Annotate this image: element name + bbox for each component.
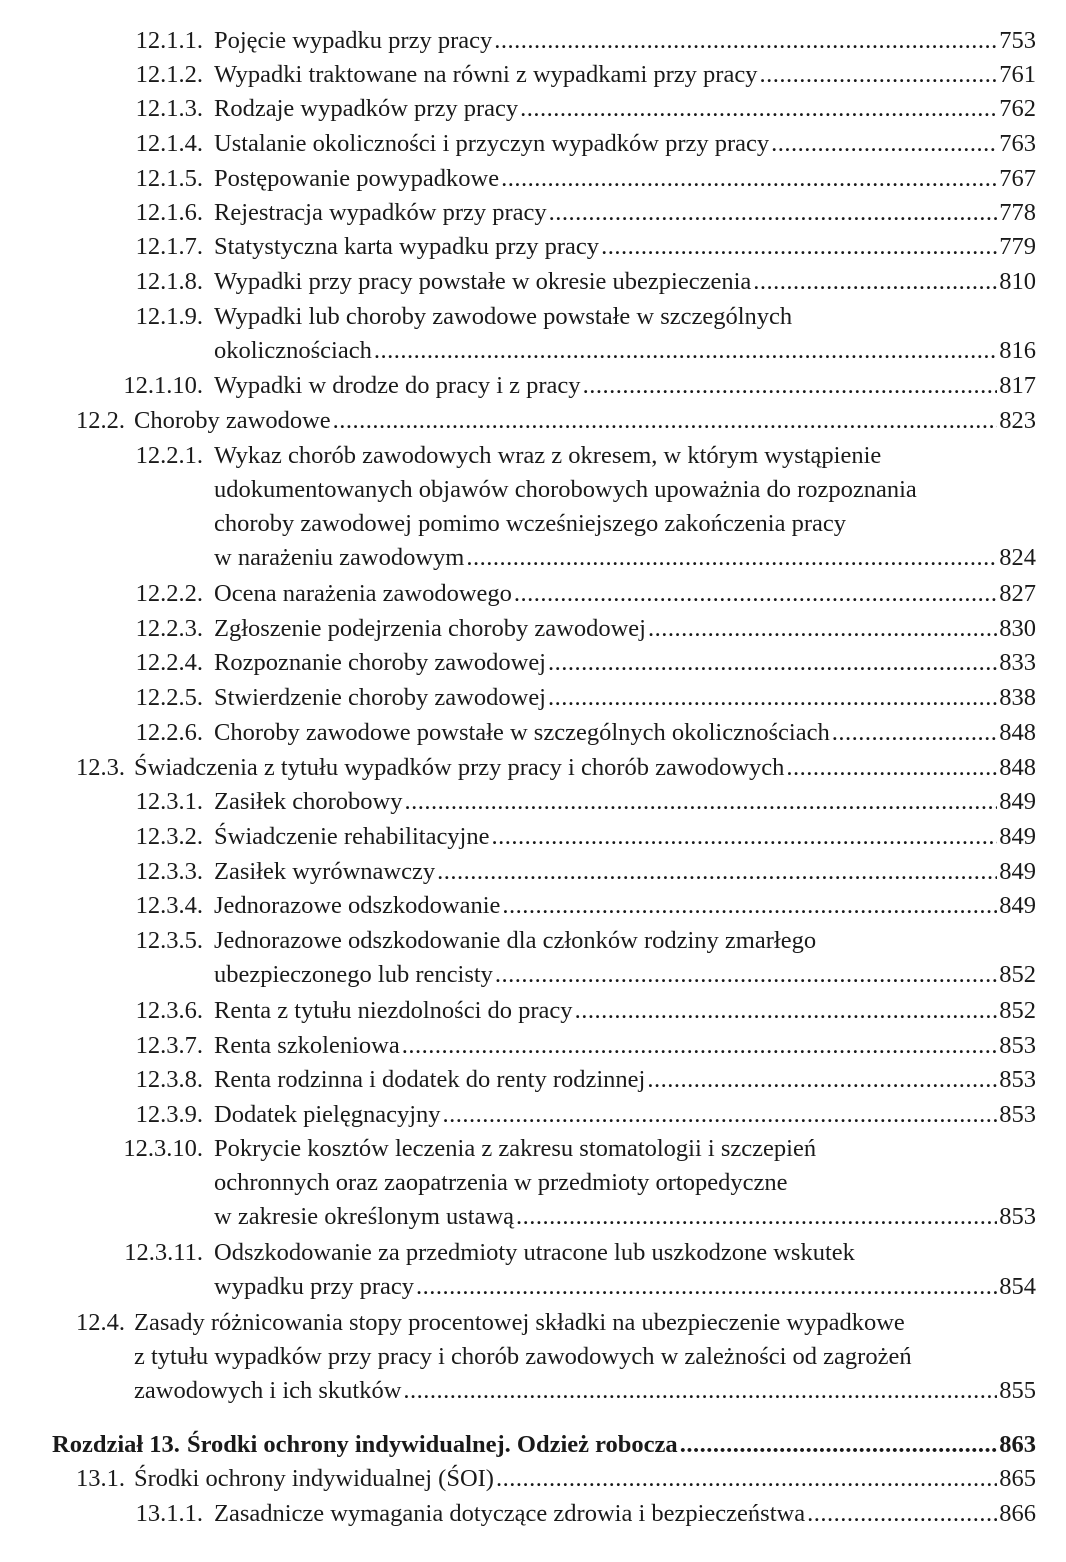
page-number: 767 [999, 165, 1036, 192]
entry-title-line: Wypadki lub choroby zawodowe powstałe w szczególnych [214, 303, 793, 330]
page-number: 838 [999, 684, 1036, 711]
entry-title-line: Renta z tytułu niezdolności do pracy [214, 997, 573, 1024]
entry-number: 12.2.3. [135, 615, 203, 642]
subsection-entry [0, 439, 1066, 575]
subsection-entry [0, 994, 1066, 1028]
dot-leader [466, 541, 997, 575]
entry-title-line: ochronnych oraz zaopatrzenia w przedmioty ortopedyczne [214, 1169, 788, 1196]
entry-title-line: z tytułu wypadków przy pracy i chorób zawodowych w zależności od zagrożeń [134, 1343, 912, 1370]
entry-number: 12.2. [76, 407, 125, 434]
dot-leader [759, 58, 997, 92]
entry-title-line: Postępowanie powypadkowe [214, 165, 500, 192]
page-number: 827 [999, 580, 1036, 607]
subsection-entry [0, 196, 1066, 230]
subsection-entry [0, 716, 1066, 750]
entry-title-line: Wypadki w drodze do pracy i z pracy [214, 372, 581, 399]
entry-title-line: Rejestracja wypadków przy pracy [214, 199, 547, 226]
entry-number: 12.2.4. [135, 649, 203, 676]
page-number: 830 [999, 615, 1036, 642]
dot-leader [514, 577, 997, 611]
entry-number: 13.1.1. [135, 1500, 203, 1527]
subsection-entry [0, 577, 1066, 611]
entry-title-line: Rodzaje wypadków przy pracy [214, 95, 519, 122]
page-number: 849 [999, 823, 1036, 850]
dot-leader [548, 681, 997, 715]
subsection-entry [0, 820, 1066, 854]
entry-title-line: Zasiłek chorobowy [214, 788, 403, 815]
subsection-entry [0, 300, 1066, 368]
page-number: 852 [999, 997, 1036, 1024]
page-number: 817 [999, 372, 1036, 399]
dot-leader [374, 334, 997, 368]
subsection-entry [0, 1063, 1066, 1097]
page-number: 865 [999, 1465, 1036, 1492]
dot-leader [516, 1200, 997, 1234]
subsection-entry [0, 58, 1066, 92]
dot-leader [404, 785, 997, 819]
dot-leader [437, 855, 997, 889]
entry-number: 12.3.6. [135, 997, 203, 1024]
entry-number: 12.2.5. [135, 684, 203, 711]
entry-number: 12.3. [76, 754, 125, 781]
page-number: 854 [999, 1273, 1036, 1300]
subsection-entry [0, 1098, 1066, 1132]
entry-number: 13.1. [76, 1465, 125, 1492]
entry-number: 12.3.11. [124, 1239, 203, 1266]
entry-title-line: zawodowych i ich skutków [134, 1377, 402, 1404]
dot-leader [647, 1063, 997, 1097]
subsection-entry [0, 24, 1066, 58]
page-number: 849 [999, 892, 1036, 919]
entry-title-line: Choroby zawodowe [134, 407, 331, 434]
entry-number: 12.2.6. [135, 719, 203, 746]
dot-leader [786, 751, 997, 785]
entry-title-line: Jednorazowe odszkodowanie [214, 892, 501, 919]
entry-number: 12.4. [76, 1309, 125, 1336]
entry-title-line: Świadczenie rehabilitacyjne [214, 823, 490, 850]
page-number: 762 [999, 95, 1036, 122]
entry-number: 12.1.1. [135, 27, 203, 54]
entry-title-line: choroby zawodowej pomimo wcześniejszego zakończenia pracy [214, 510, 846, 537]
subsection-entry [0, 92, 1066, 126]
dot-leader [549, 196, 998, 230]
page-number: 833 [999, 649, 1036, 676]
page-number: 763 [999, 130, 1036, 157]
entry-number: Rozdział 13. [52, 1431, 180, 1458]
subsection-entry [0, 646, 1066, 680]
entry-title-line: Renta szkoleniowa [214, 1032, 400, 1059]
entry-number: 12.3.7. [135, 1032, 203, 1059]
subsection-entry [0, 855, 1066, 889]
page-number: 849 [999, 788, 1036, 815]
subsection-entry [0, 612, 1066, 646]
entry-title-line: Zasiłek wyrównawczy [214, 858, 436, 885]
entry-title-line: Choroby zawodowe powstałe w szczególnych okolicznościach [214, 719, 830, 746]
page-number: 853 [999, 1203, 1036, 1230]
entry-title-line: Ustalanie okoliczności i przyczyn wypadków przy pracy [214, 130, 770, 157]
page-number: 849 [999, 858, 1036, 885]
subsection-entry [0, 681, 1066, 715]
subsection-entry [0, 162, 1066, 196]
subsection-entry [0, 265, 1066, 299]
dot-leader [648, 612, 997, 646]
subsection-entry [0, 1029, 1066, 1063]
dot-leader [492, 820, 998, 854]
entry-number: 12.3.10. [123, 1135, 203, 1162]
entry-title-line: Odszkodowanie za przedmioty utracone lub uszkodzone wskutek [214, 1239, 855, 1266]
page-number: 853 [999, 1066, 1036, 1093]
dot-leader [495, 958, 997, 992]
entry-title-line: w zakresie określonym ustawą [214, 1203, 515, 1230]
subsection-entry [0, 785, 1066, 819]
entry-title-line: Wykaz chorób zawodowych wraz z okresem, w którym wystąpienie [214, 442, 882, 469]
entry-number: 12.1.3. [135, 95, 203, 122]
dot-leader [548, 646, 997, 680]
page-number: 855 [999, 1377, 1036, 1404]
entry-title-line: Dodatek pielęgnacyjny [214, 1101, 441, 1128]
dot-leader [583, 369, 998, 403]
entry-title-line: Rozpoznanie choroby zawodowej [214, 649, 546, 676]
entry-number: 12.1.8. [135, 268, 203, 295]
dot-leader [501, 162, 997, 196]
entry-number: 12.3.9. [135, 1101, 203, 1128]
page-number: 853 [999, 1101, 1036, 1128]
page-number: 761 [999, 61, 1036, 88]
subsection-entry [0, 230, 1066, 264]
entry-title-line: Środki ochrony indywidualnej. Odzież robocza [186, 1431, 678, 1458]
subsection-entry [0, 1132, 1066, 1234]
page-number: 778 [999, 199, 1036, 226]
entry-title-line: Zgłoszenie podejrzenia choroby zawodowej [214, 615, 646, 642]
dot-leader [494, 24, 997, 58]
page-number: 863 [999, 1431, 1036, 1458]
entry-title-line: Ocena narażenia zawodowego [214, 580, 512, 607]
entry-title-line: Zasadnicze wymagania dotyczące zdrowia i bezpieczeństwa [214, 1500, 806, 1527]
dot-leader [416, 1270, 997, 1304]
page-number: 853 [999, 1032, 1036, 1059]
subsection-entry [0, 1236, 1066, 1304]
dot-leader [443, 1098, 998, 1132]
section-entry [0, 751, 1066, 785]
entry-number: 12.3.2. [135, 823, 203, 850]
entry-number: 12.3.1. [135, 788, 203, 815]
dot-leader [601, 230, 997, 264]
entry-number: 12.3.3. [135, 858, 203, 885]
dot-leader [496, 1462, 997, 1496]
dot-leader [333, 404, 998, 438]
subsection-entry [0, 1497, 1066, 1531]
entry-title-line: Statystyczna karta wypadku przy pracy [214, 233, 600, 260]
page-number: 816 [999, 337, 1036, 364]
entry-title-line: udokumentowanych objawów chorobowych upoważnia do rozpoznania [214, 476, 917, 503]
dot-leader [520, 92, 997, 126]
entry-title-line: Stwierdzenie choroby zawodowej [214, 684, 546, 711]
entry-title-line: okolicznościach [214, 337, 372, 364]
entry-title-line: Jednorazowe odszkodowanie dla członków rodziny zmarłego [214, 927, 817, 954]
entry-number: 12.1.5. [135, 165, 203, 192]
dot-leader [680, 1428, 998, 1462]
page-number: 753 [999, 27, 1036, 54]
page-number: 848 [999, 754, 1036, 781]
entry-title-line: wypadku przy pracy [214, 1273, 415, 1300]
page-number: 852 [999, 961, 1036, 988]
entry-title-line: Świadczenia z tytułu wypadków przy pracy i chorób zawodowych [134, 754, 785, 781]
entry-title-line: ubezpieczonego lub rencisty [214, 961, 493, 988]
page-number: 824 [999, 544, 1036, 571]
dot-leader [575, 994, 998, 1028]
page-number: 810 [999, 268, 1036, 295]
entry-title-line: Wypadki traktowane na równi z wypadkami przy pracy [214, 61, 758, 88]
section-entry [0, 404, 1066, 438]
entry-number: 12.1.4. [135, 130, 203, 157]
entry-number: 12.2.1. [135, 442, 203, 469]
dot-leader [771, 127, 997, 161]
entry-title-line: Pojęcie wypadku przy pracy [214, 27, 493, 54]
entry-number: 12.3.5. [135, 927, 203, 954]
entry-number: 12.1.9. [135, 303, 203, 330]
subsection-entry [0, 924, 1066, 992]
page-number: 823 [999, 407, 1036, 434]
section-entry [0, 1462, 1066, 1496]
section-entry [0, 1306, 1066, 1408]
page-number: 779 [999, 233, 1036, 260]
entry-number: 12.1.10. [123, 372, 203, 399]
entry-title-line: Środki ochrony indywidualnej (ŚOI) [134, 1465, 494, 1492]
entry-title-line: Renta rodzinna i dodatek do renty rodzinnej [214, 1066, 646, 1093]
entry-number: 12.2.2. [135, 580, 203, 607]
page-number: 848 [999, 719, 1036, 746]
dot-leader [832, 716, 998, 750]
subsection-entry [0, 127, 1066, 161]
entry-title-line: Wypadki przy pracy powstałe w okresie ubezpieczenia [214, 268, 752, 295]
entry-number: 12.1.7. [135, 233, 203, 260]
dot-leader [753, 265, 997, 299]
entry-title-line: Zasady różnicowania stopy procentowej składki na ubezpieczenie wypadkowe [134, 1309, 905, 1336]
dot-leader [403, 1374, 997, 1408]
chapter-entry [0, 1428, 1066, 1462]
subsection-entry [0, 369, 1066, 403]
page-number: 866 [999, 1500, 1036, 1527]
entry-number: 12.3.8. [135, 1066, 203, 1093]
entry-title-line: w narażeniu zawodowym [214, 544, 465, 571]
entry-number: 12.1.6. [135, 199, 203, 226]
entry-number: 12.3.4. [135, 892, 203, 919]
subsection-entry [0, 889, 1066, 923]
dot-leader [502, 889, 997, 923]
entry-title-line: Pokrycie kosztów leczenia z zakresu stomatologii i szczepień [214, 1135, 817, 1162]
dot-leader [402, 1029, 998, 1063]
dot-leader [807, 1497, 997, 1531]
entry-number: 12.1.2. [135, 61, 203, 88]
